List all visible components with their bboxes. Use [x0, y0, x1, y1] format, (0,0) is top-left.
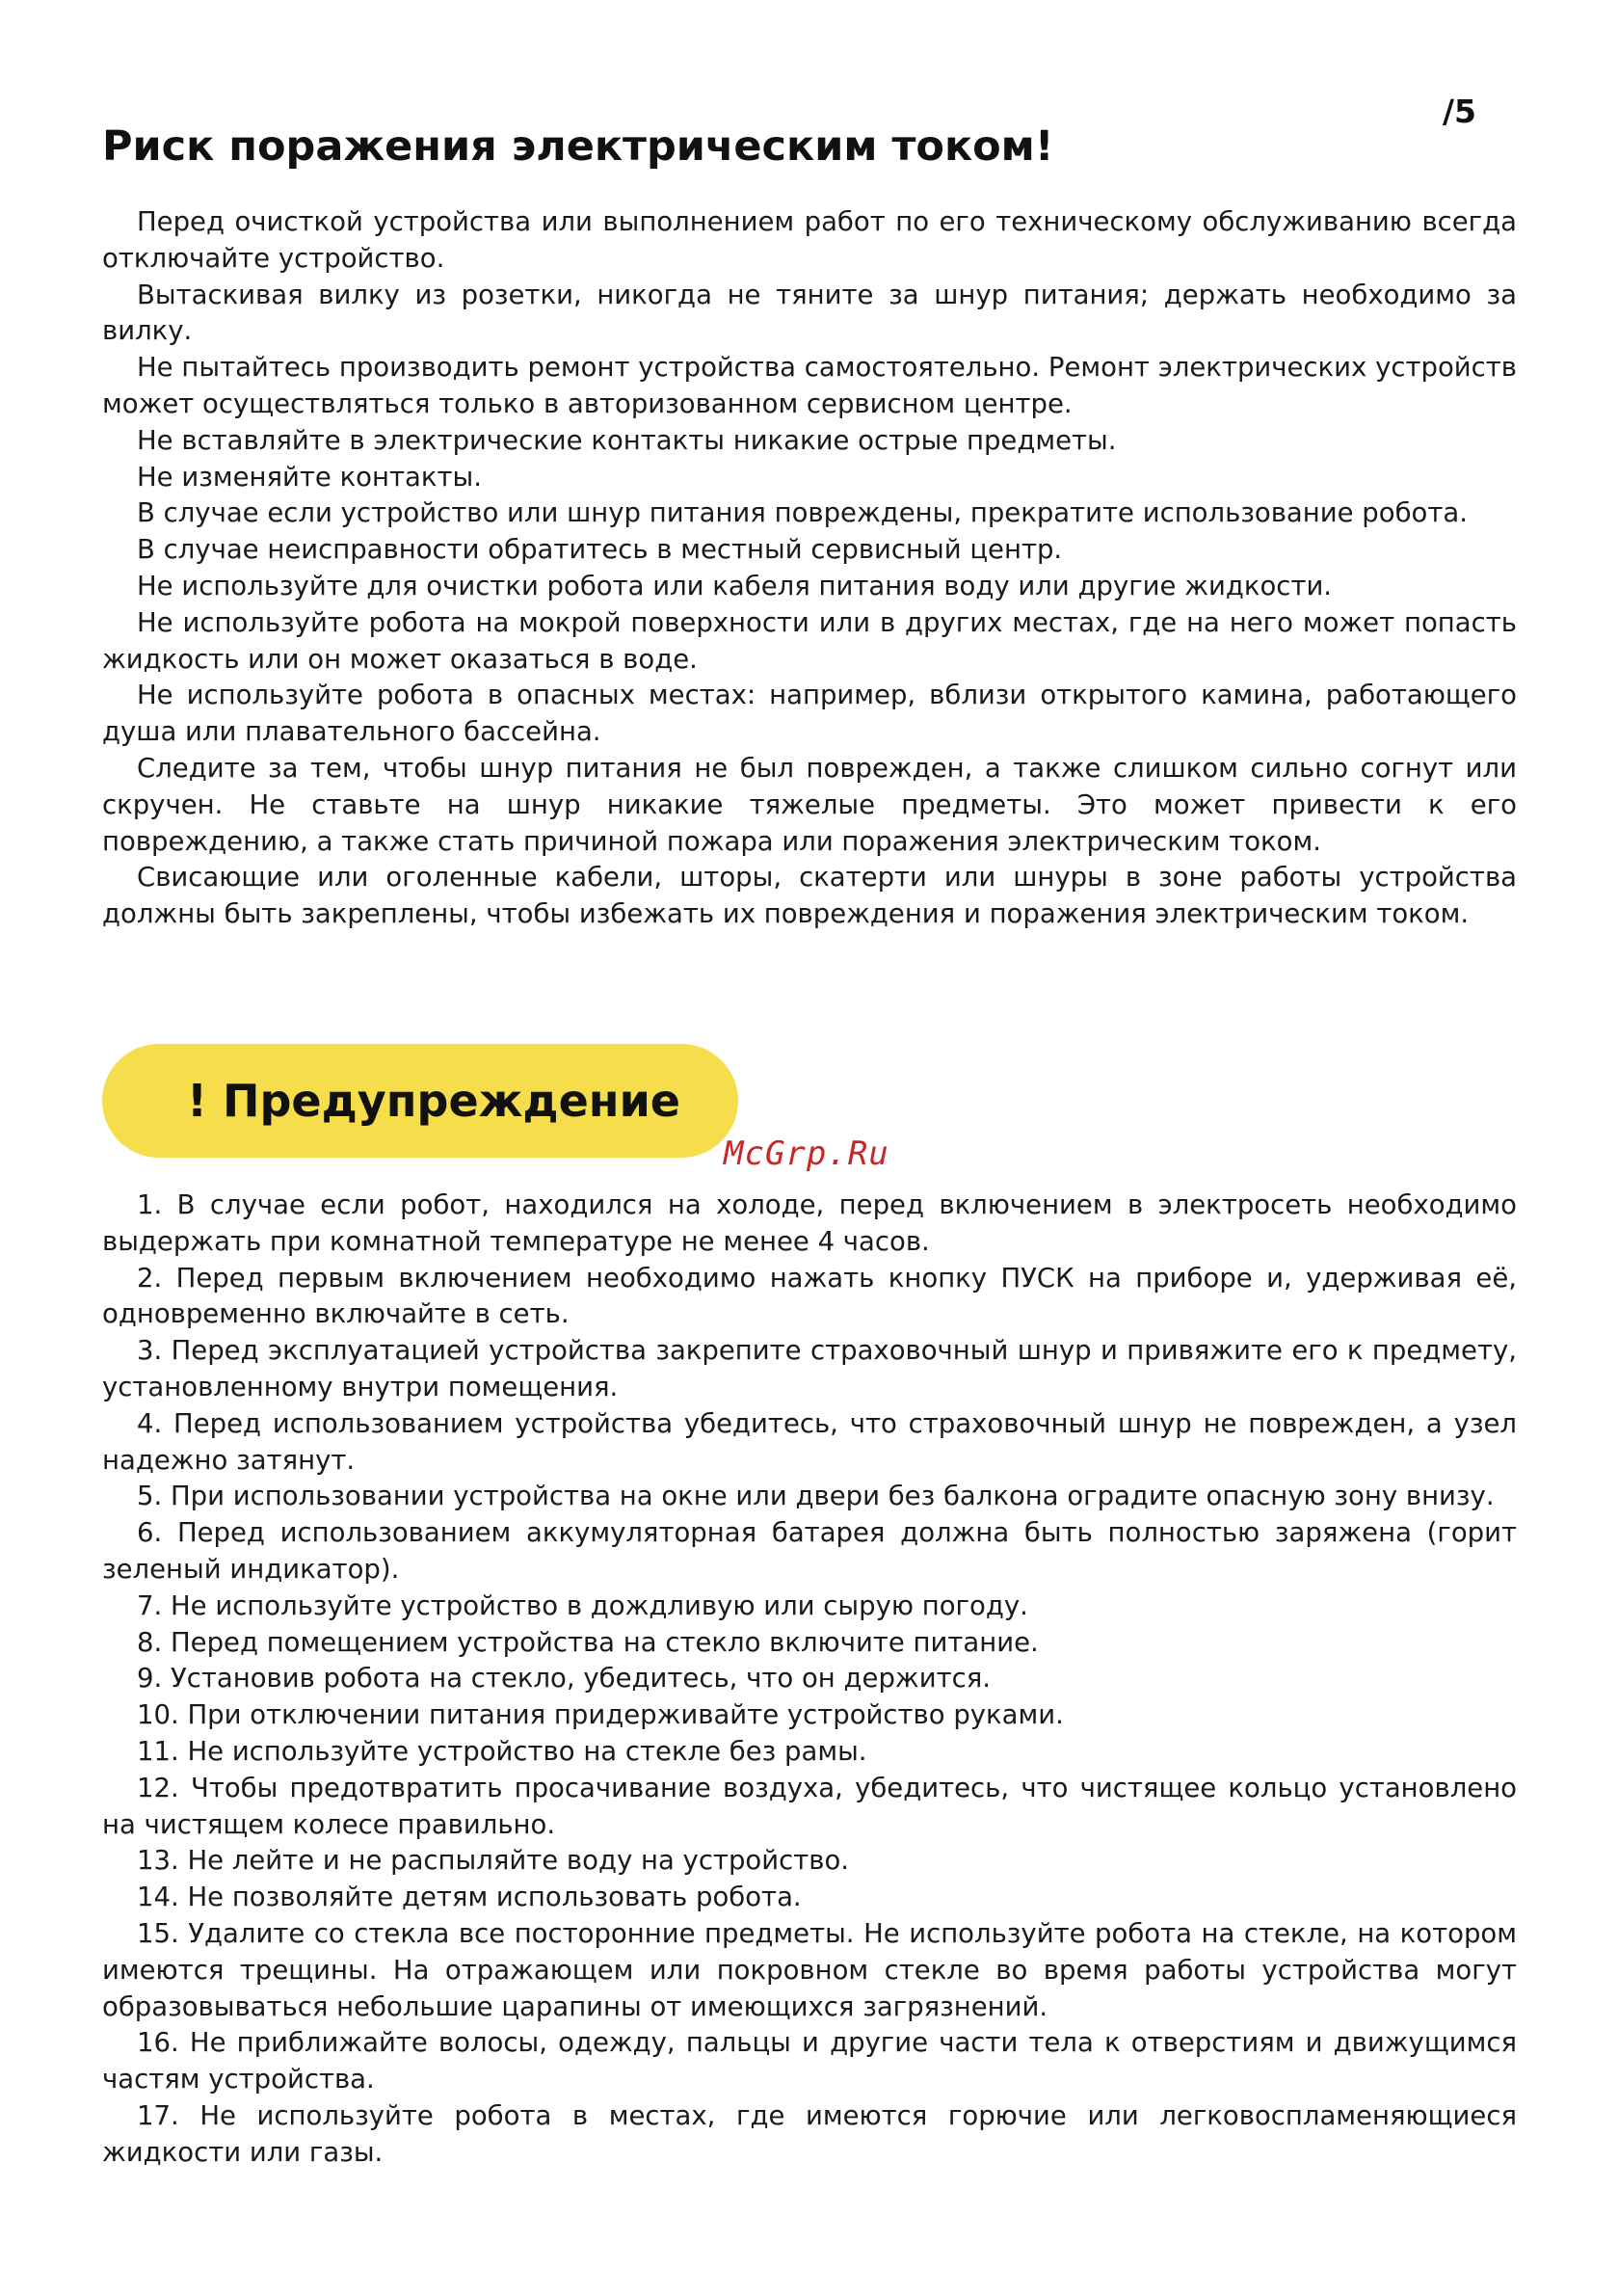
warning-item: 17. Не используйте робота в местах, где имеются горючие или легковоспламеняющиеся жидкости или газы. — [102, 2099, 1517, 2168]
warning-item: 1. В случае если робот, находился на холоде, перед включением в электросеть необходимо выдержать при комнатной температуре не менее 4 часов. — [102, 1189, 1517, 1257]
risk-paragraph: Не используйте робота на мокрой поверхности или в других местах, где на него может попасть жидкость или он может оказаться в воде. — [102, 606, 1517, 675]
page-number: /5 — [1443, 93, 1477, 130]
watermark: McGrp.Ru — [724, 1135, 889, 1173]
warning-item: 7. Не используйте устройство в дождливую или сырую погоду. — [137, 1589, 1028, 1621]
warning-item: 3. Перед эксплуатацией устройства закрепите страховочный шнур и привяжите его к предмету, установленному внутри помещения. — [102, 1335, 1517, 1402]
warning-item: 11. Не используйте устройство на стекле без рамы. — [137, 1735, 867, 1767]
warning-item: 14. Не позволяйте детям использовать робота. — [137, 1882, 802, 1913]
risk-paragraph: В случае если устройство или шнур питания повреждены, прекратите использование робота. — [137, 497, 1468, 529]
risk-paragraph: Не используйте робота в опасных местах: например, вблизи открытого камина, работающего душа или плавательного бассейна. — [102, 680, 1517, 748]
risk-paragraph: Следите за тем, чтобы шнур питания не был поврежден, а также слишком сильно согнут или скручен. Не ставьте на шнур никакие тяжелые предметы. Это может привести к его повреждению, а также стать причиной пожара или поражения электрическим током. — [102, 752, 1517, 857]
risk-paragraph: Не изменяйте контакты. — [137, 461, 482, 493]
warning-item: 12. Чтобы предотвратить просачивание воздуха, убедитесь, что чистящее кольцо установлено на чистящем колесе правильно. — [102, 1772, 1517, 1840]
warning-item: 4. Перед использованием устройства убедитесь, что страховочный шнур не поврежден, а узел надежно затянут. — [102, 1407, 1517, 1476]
risk-paragraph: Свисающие или оголенные кабели, шторы, скатерти или шнуры в зоне работы устройства должны быть закреплены, чтобы избежать их повреждения и поражения электрическим током. — [102, 862, 1517, 930]
warning-item: 13. Не лейте и не распыляйте воду на устройство. — [137, 1845, 850, 1877]
risk-section-title: Риск поражения электрическим током! — [102, 122, 1054, 171]
risk-paragraph: Не вставляйте в электрические контакты никакие острые предметы. — [137, 424, 1117, 456]
warning-item: 9. Установив робота на стекло, убедитесь, что он держится. — [137, 1663, 991, 1695]
warning-item: 16. Не приближайте волосы, одежду, пальцы и другие части тела к отверстиям и движущимся частям устройства. — [102, 2027, 1517, 2096]
risk-paragraph: В случае неисправности обратитесь в местный сервисный центр. — [137, 534, 1063, 566]
risk-paragraphs — [102, 204, 1517, 933]
warning-item: 5. При использовании устройства на окне или двери без балкона оградите опасную зону внизу. — [137, 1481, 1495, 1512]
warning-title: ! Предупреждение — [187, 1075, 680, 1127]
risk-paragraph: Вытаскивая вилку из розетки, никогда не тяните за шнур питания; держать необходимо за вилку. — [102, 279, 1517, 347]
warning-item: 6. Перед использованием аккумуляторная батарея должна быть полностью заряжена (горит зеленый индикатор). — [102, 1517, 1517, 1585]
warning-item: 15. Удалите со стекла все посторонние предметы. Не используйте робота на стекле, на котором имеются трещины. На отражающем или покровном стекле во время работы устройства могут образовываться небольшие царапины от имеющихся загрязнений. — [102, 1917, 1517, 2022]
warning-item: 2. Перед первым включением необходимо нажать кнопку ПУСК на приборе и, удерживая её, одновременно включайте в сеть. — [102, 1262, 1517, 1330]
warning-badge — [102, 1044, 738, 1158]
warning-item: 10. При отключении питания придерживайте устройство руками. — [137, 1699, 1064, 1731]
risk-paragraph: Перед очисткой устройства или выполнением работ по его техническому обслуживанию всегда отключайте устройство. — [102, 206, 1517, 274]
risk-paragraph: Не используйте для очистки робота или кабеля питания воду или другие жидкости. — [137, 570, 1333, 601]
warning-list — [102, 1188, 1517, 2172]
warning-item: 8. Перед помещением устройства на стекло включите питание. — [137, 1626, 1039, 1658]
risk-paragraph: Не пытайтесь производить ремонт устройства самостоятельно. Ремонт электрических устройств может осуществляться только в авторизованном сервисном центре. — [102, 352, 1517, 419]
